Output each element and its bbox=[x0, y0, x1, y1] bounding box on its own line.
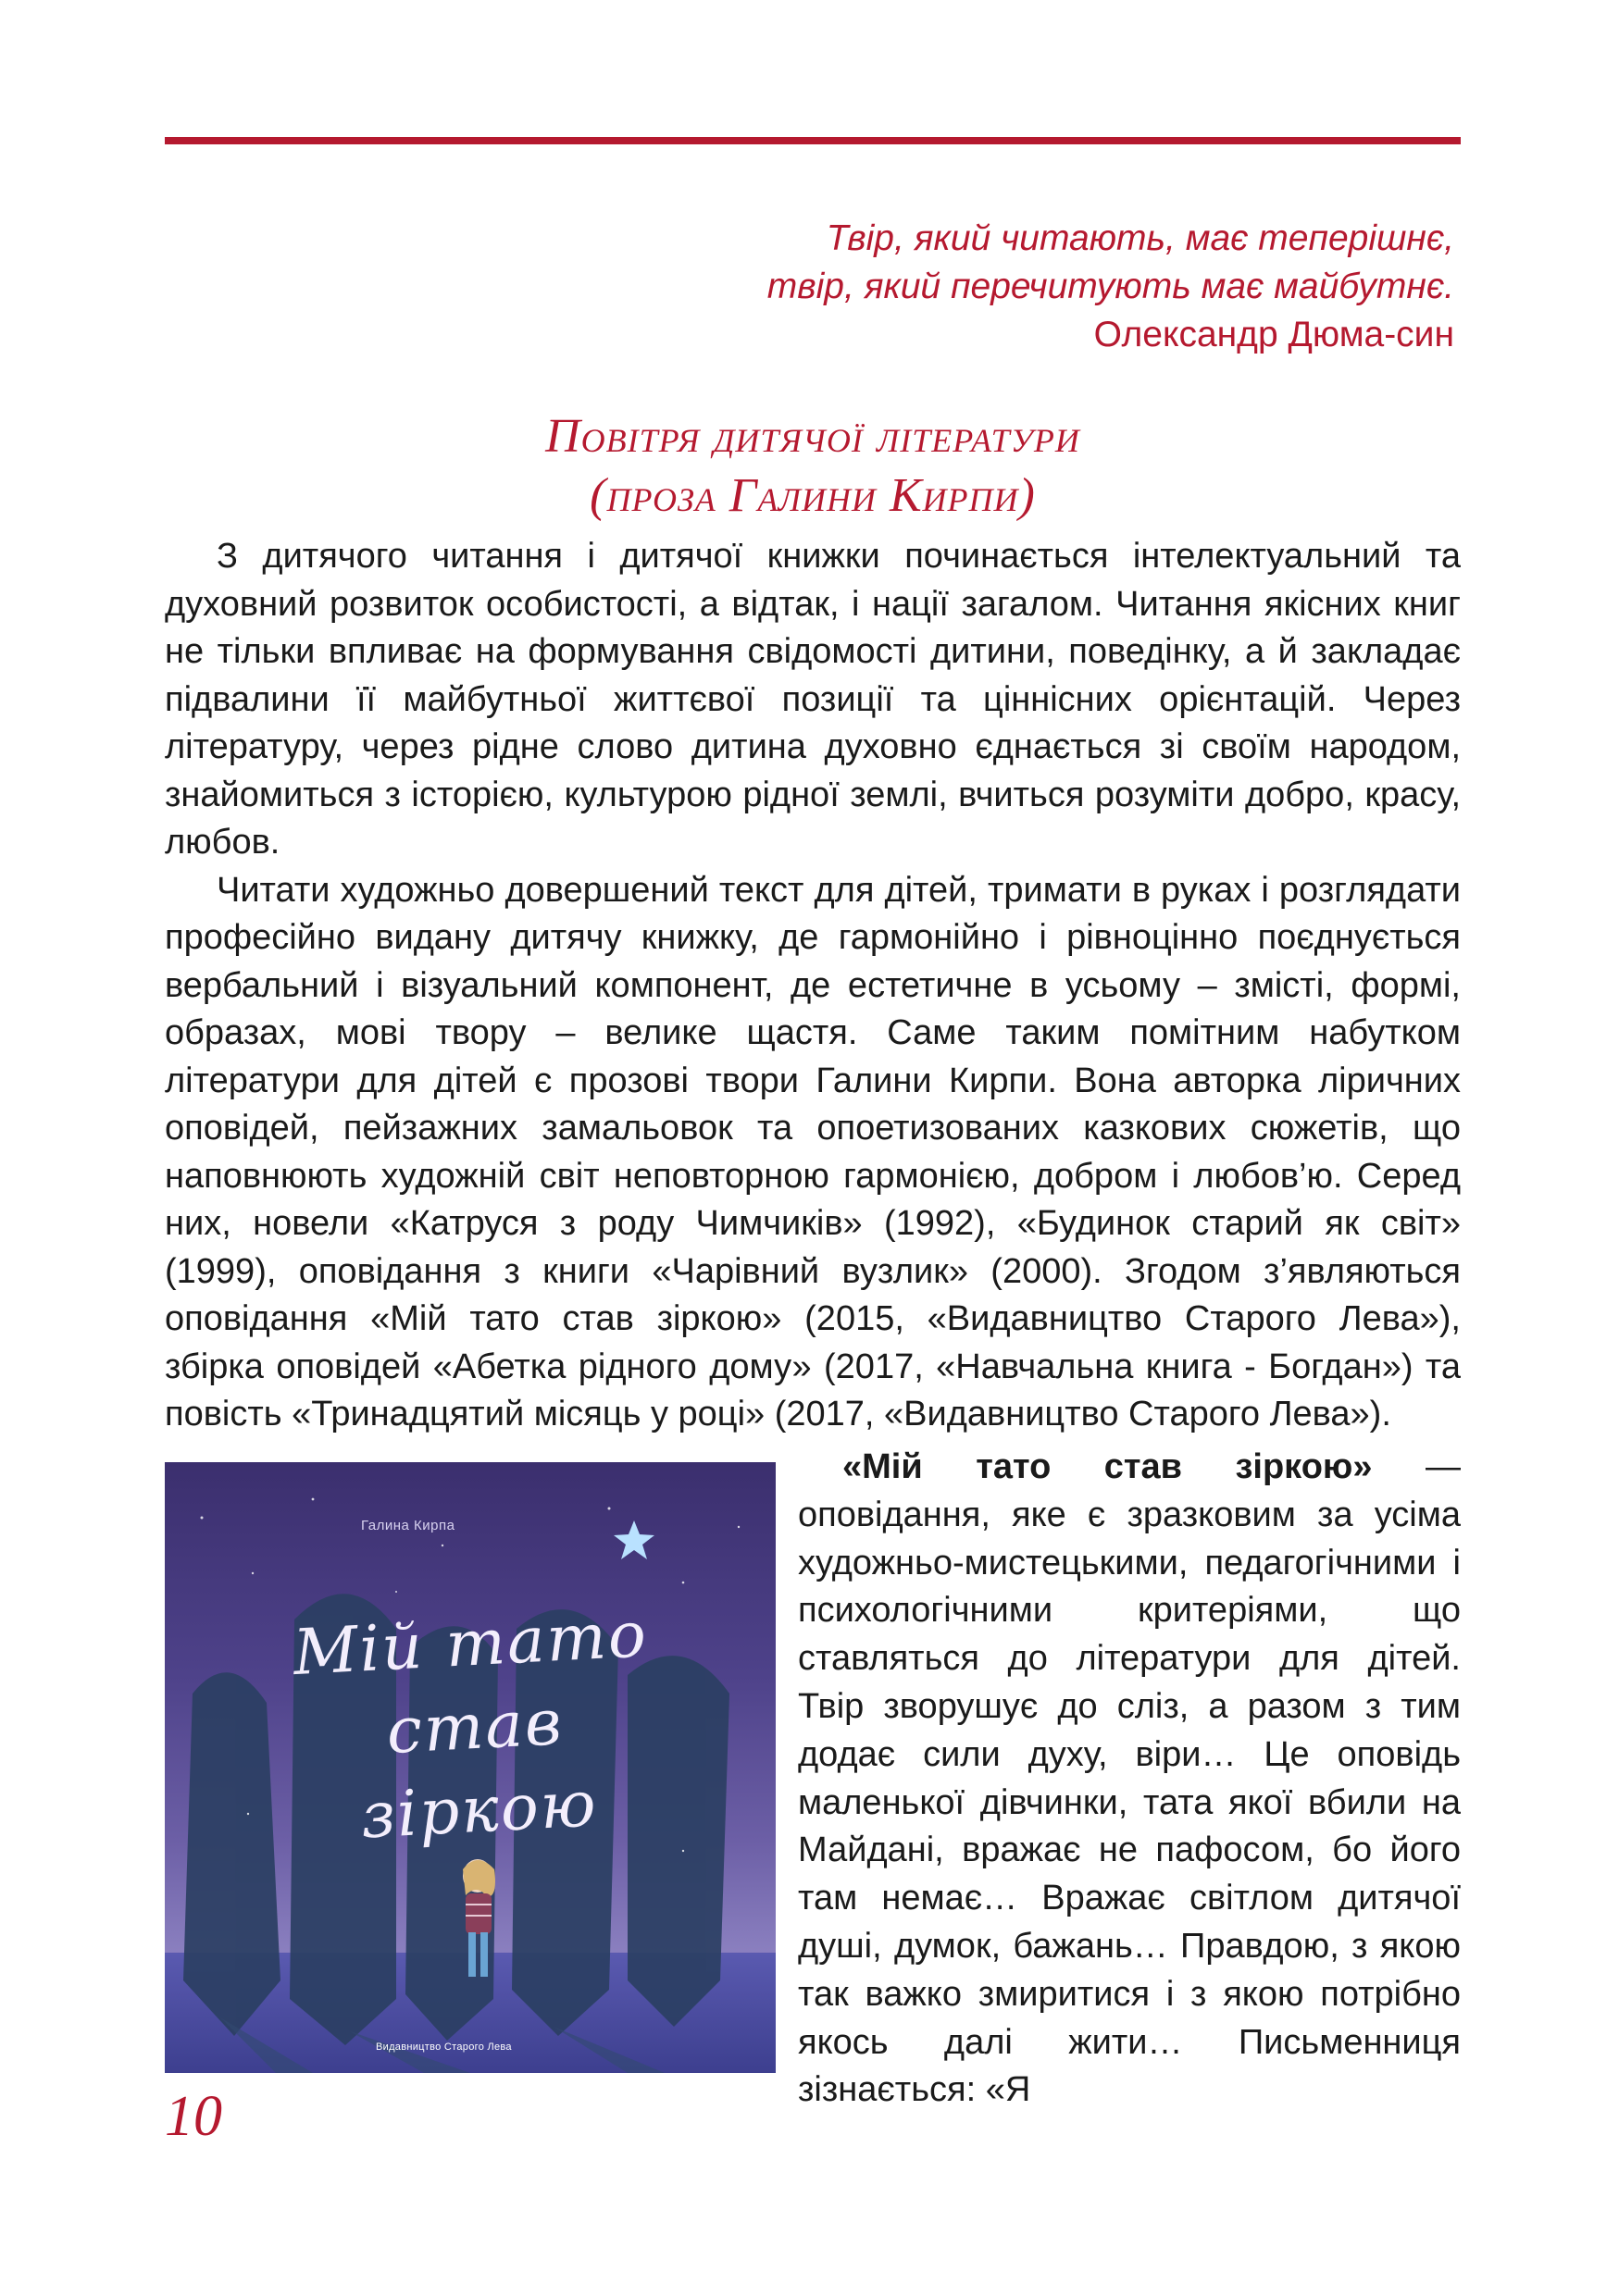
cover-author: Галина Кирпа bbox=[361, 1518, 455, 1533]
star-icon bbox=[614, 1520, 654, 1559]
page-number: 10 bbox=[165, 2085, 222, 2148]
epigraph-line-1: Твір, який читають, має теперішнє, bbox=[826, 218, 1454, 258]
epigraph bbox=[767, 215, 1454, 359]
side-paragraph-text bbox=[798, 1444, 1461, 2115]
paragraph-1: З дитячого читання і дитячої книжки починається інтелектуальний та духовний розвиток особистості, а відтак, і нації загалом. Читання якісних книг не тільки впливає на формування свідомості дитини, поведінку, а й закладає підвалини її майбутньої життєвої позиції та ціннісних орієнтацій. Через літературу, через рідне слово дитина духовно єднається зі своїм народом, знайомиться з історією, культурою рідної землі, вчиться розуміти добро, красу, любов. bbox=[165, 537, 1461, 862]
epigraph-author: Олександр Дюма-син bbox=[1093, 315, 1454, 354]
cover-title-line-2: став зіркою bbox=[358, 1686, 600, 1854]
body-text bbox=[165, 533, 1461, 1439]
chapter-title-line-2: (проза Галини Кирпи) bbox=[590, 469, 1036, 522]
chapter-title bbox=[165, 407, 1461, 526]
book-title-bold: «Мій тато став зіркою» bbox=[842, 1447, 1373, 1486]
top-rule bbox=[165, 137, 1461, 144]
chapter-title-line-1: Повітря дитячої літератури bbox=[545, 410, 1080, 463]
epigraph-line-2: твір, який перечитують має майбутнє. bbox=[766, 267, 1454, 306]
cover-title-line-1: Мій тато bbox=[291, 1598, 650, 1691]
paragraph-2: Читати художньо довершений текст для дітей, тримати в руках і розглядати професійно видану дитячу книжку, де гармонійно і рівноцінно поєднується вербальний і візуальний компонент, де естетичне в усьому – змісті, формі, образах, мові твору – велике щастя. Саме таким помітним набутком літератури для дітей є прозові твори Галини Кирпи. Вона авторка ліричних оповідей, пейзажних замальовок та опоетизованих казкових сюжетів, що наповнюють художній світ неповторною гармонією, добром і любов’ю. Серед них, новели «Катруся з роду Чимчиків» (1992), «Будинок старий як світ» (1999), оповідання з книги «Чарівний вузлик» (2000). Згодом з’являються оповідання «Мій тато став зіркою» (2015, «Видавництво Старого Лева»), збірка оповідей «Абетка рідного дому» (2017, «Навчальна книга - Богдан») та повість «Тринадцятий місяць у році» (2017, «Видавництво Старого Лева»). bbox=[165, 870, 1461, 1433]
side-paragraph-body: — оповідання, яке є зразковим за усіма художньо-мистецькими, педагогічними і психологічними критеріями, що ставляться до літератури для дітей. Твір зворушує до сліз, а разом з тим додає сили духу, віри… Це оповідь маленької дівчинки, тата якої вбили на Майдані, вражає не пафосом, бо його там немає… Вражає світлом дитячої душі, думок, бажань… Правдою, з якою так важко змиритися і з якою потрібно якось далі жити… Письменниця зізнається: «Я bbox=[798, 1447, 1462, 2110]
cover-publisher: Видавництво Старого Лева bbox=[376, 2042, 512, 2053]
side-paragraph bbox=[798, 1444, 1461, 2115]
cover-title bbox=[269, 1593, 680, 1863]
book-cover-image bbox=[165, 1462, 776, 2073]
